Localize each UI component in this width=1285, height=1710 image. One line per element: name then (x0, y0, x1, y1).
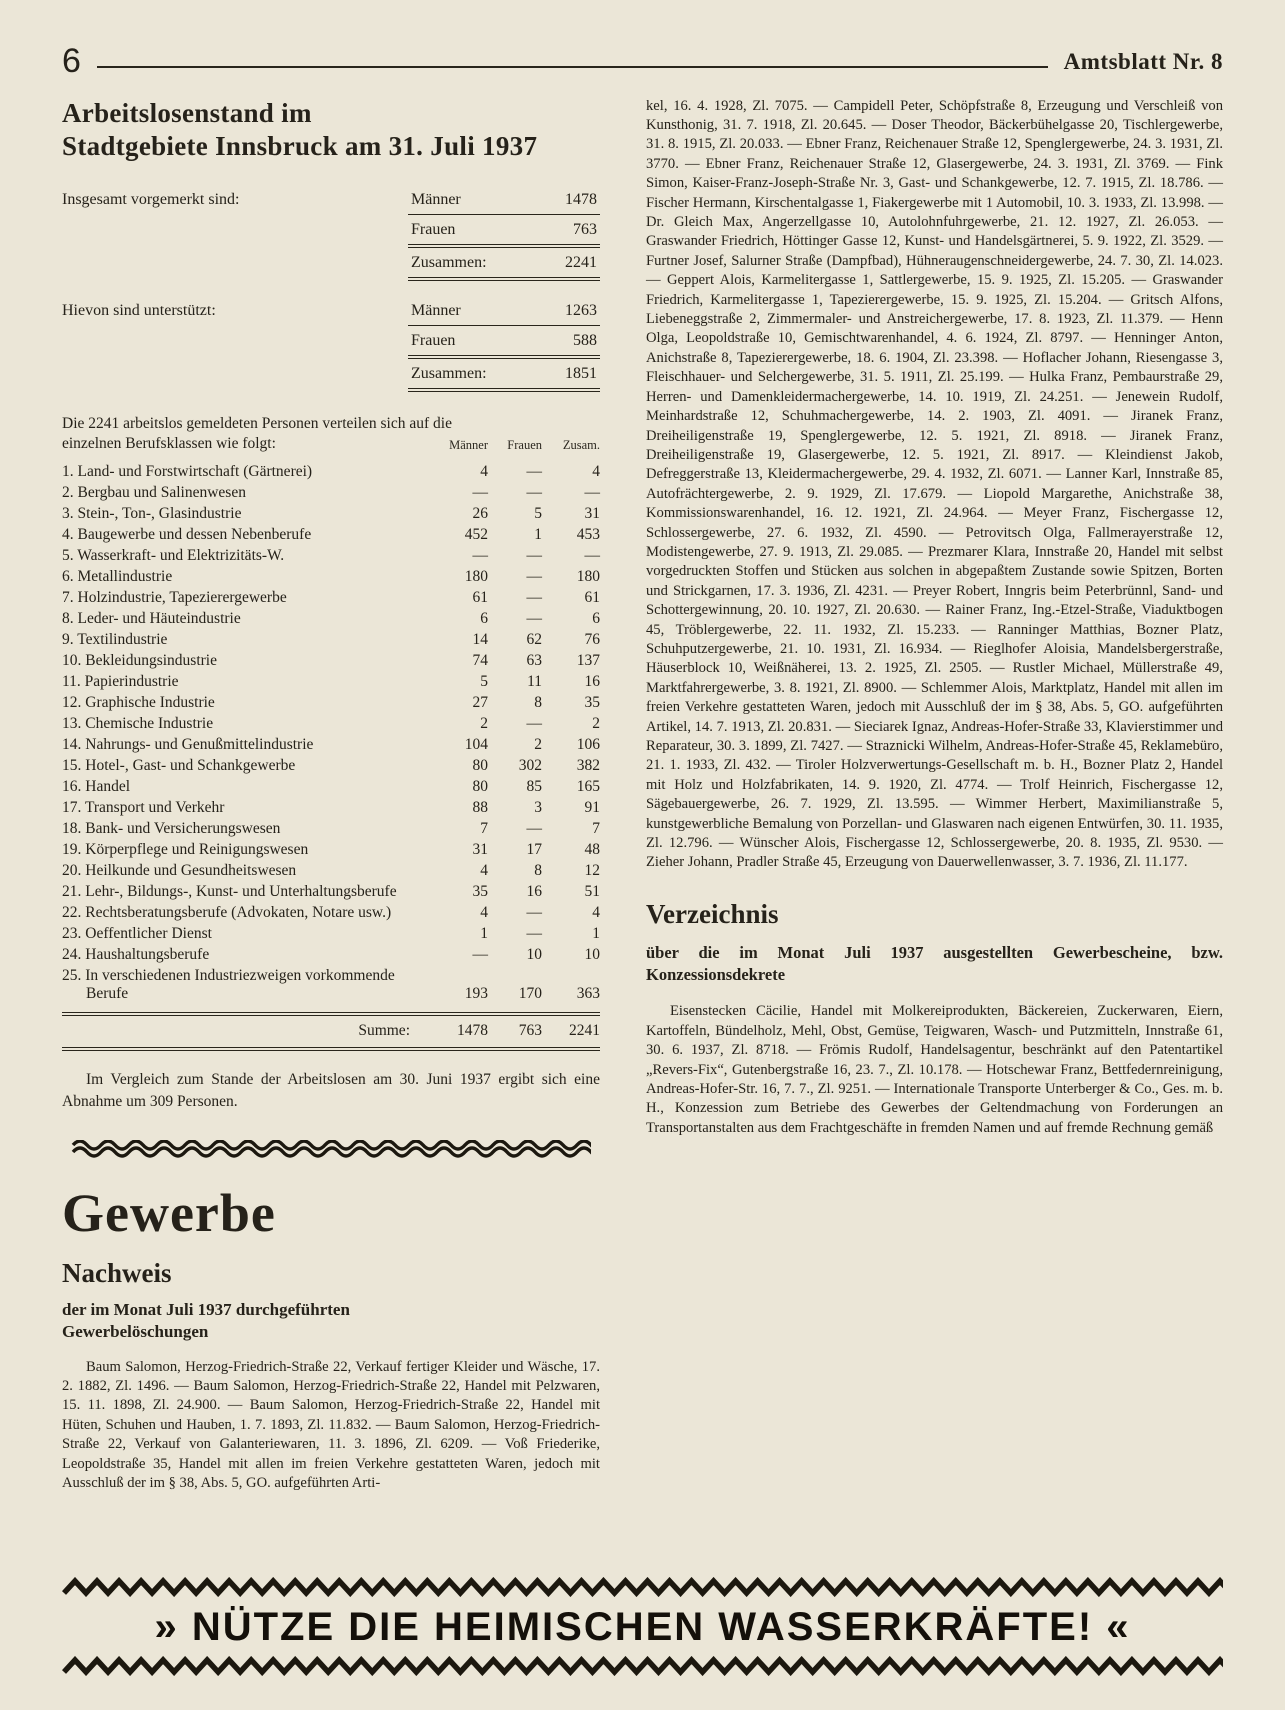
occupation-row (62, 797, 600, 818)
occupation-label: 16. Handel (62, 777, 131, 795)
women-count: 8 (534, 861, 542, 879)
gewerbe-subtitle: der im Monat Juli 1937 durchgeführten Gewerbelöschungen (62, 1300, 350, 1342)
verzeichnis-heading: Verzeichnis (646, 898, 779, 929)
summary-row-value: 1851 (565, 365, 597, 383)
men-count: 4 (480, 903, 488, 921)
men-count: 7 (480, 819, 488, 837)
occupation-row (62, 608, 600, 629)
occupation-label: 12. Graphische Industrie (62, 693, 215, 711)
women-count: — (526, 903, 542, 921)
occupation-label: 9. Textilindustrie (62, 630, 168, 648)
article-title (62, 97, 600, 165)
nachweis-heading: Nachweis (62, 1258, 172, 1289)
occupation-row (62, 461, 600, 482)
total-count: 10 (584, 945, 600, 963)
occupation-row (62, 860, 600, 881)
summary-block (62, 188, 600, 281)
men-count: 180 (464, 567, 488, 585)
occupation-row (62, 965, 600, 1004)
occupation-row (62, 503, 600, 524)
men-count: 2 (480, 714, 488, 732)
occupation-row (62, 587, 600, 608)
occupation-label: 24. Haushaltungsberufe (62, 945, 210, 963)
total-count: 91 (584, 798, 600, 816)
deletions-continuation-paragraph: kel, 16. 4. 1928, Zl. 7075. — Campidell Peter, Schöpfstraße 8, Erzeugung und Verschleiß von Kunsthonig, 31. 7. 1918, Zl. 20.645. — Doser Theodor, Bäckerbühelgasse 20, Tischlergewerbe, 31. 8. 1915, Zl. 20.033. — Ebner Franz, Reichenauer Straße 12, Spenglergewerbe, 24. 3. 1931, Zl. 3770. — Ebner Franz, Reichenauer Straße 12, Glasergewerbe, 24. 3. 1931, Zl. 3769. — Fink Simon, Kaiser-Franz-Joseph-Straße Nr. 3, Gast- und Schankgewerbe, 12. 7. 1915, Zl. 18.786. — Fischer Hermann, Kirschentalgasse 1, Fiakergewerbe mit 1 Automobil, 10. 3. 1933, Zl. 13.998. — Dr. Gleich Max, Angerzellgasse 10, Autolohnfuhrgewerbe, 21. 12. 1927, Zl. 26.053. — Graswander Friedrich, Höttinger Gasse 12, Kunst- und Handelsgärtnerei, 5. 9. 1922, Zl. 3529. — Furtner Josef, Salurner Straße (Dampfbad), Hühneraugenschneidergewerbe, 24. 7. 30, Zl. 14.023. — Geppert Alois, Karmelitergasse 1, Sattlergewerbe, 15. 9. 1925, Zl. 15.205. — Graswander Friedrich, Karmelitergasse 1, Tapezierergewerbe, 15. 9. 1925, Zl. 15.204. — Gritsch Alfons, Liebeneggstraße 2, Zimmermaler- und Anstreichergewerbe, 17. 8. 1923, Zl. 11.379. — Henn Olga, Leopoldstraße 10, Gemischtwarenhandel, 4. 6. 1924, Zl. 8797. — Henninger Anton, Anichstraße 8, Tapezierergewerbe, 18. 6. 1904, Zl. 23.398. — Hoflacher Johann, Riesengasse 3, Fleischhauer- und Selchergewerbe, 31. 5. 1911, Zl. 25.199. — Hulka Franz, Pembaurstraße 29, Herren- und Damenkleidermachergewerbe, 14. 10. 1919, Zl. 24.251. — Jenewein Rudolf, Meinhardstraße 12, Schuhmachergewerbe, 14. 2. 1903, Zl. 4091. — Jiranek Franz, Dreiheiligenstraße 19, Spenglergewerbe, 12. 5. 1921, Zl. 8918. — Jiranek Franz, Dreiheiligenstraße 19, Glasergewerbe, 12. 5. 1921, Zl. 8917. — Kleindienst Jakob, Defreggerstraße 13, Kleidermachergewerbe, 29. 4. 1932, Zl. 6071. — Lanner Karl, Innstraße 85, Autofrächtergewerbe, 2. 9. 1929, Zl. 17.679. — Liopold Margarethe, Anichstraße 38, Kommissionswarenhandel, 16. 12. 1921, Zl. 24.964. — Meyer Franz, Fischergasse 12, Schlossergewerbe, 27. 6. 1932, Zl. 4590. — Petrovitsch Olga, Fallmerayerstraße 12, Modistengewerbe, 27. 9. 1913, Zl. 29.085. — Prezmarer Klara, Innstraße 20, Handel mit selbst vorgedruckten Stoffen und Stücken aus solchen in abgepaßtem Zustande sowie Spitzen, Borten und Strickgarnen, 17. 3. 1936, Zl. 4231. — Preyer Robert, Inngris beim Peterbrünnl, Sand- und Schottergewinnung, 20. 10. 1927, Zl. 20.630. — Rainer Franz, Ing.-Etzel-Straße, Viaduktbogen 45, Tröblergewerbe, 22. 11. 1932, Zl. 15.233. — Ranninger Matthias, Bozner Platz, Schuhputzergewerbe, 21. 10. 1931, Zl. 16.934. — Rieglhofer Aloisia, Mandelsbergerstraße, Häuserblock 10, Weißnäherei, 13. 2. 1925, Zl. 2505. — Rustler Michael, Müllerstraße 49, Marktfahrergewerbe, 3. 8. 1921, Zl. 8900. — Schlemmer Alois, Marktplatz, Handel mit allen im freien Verkehre gestatteten Waren, jedoch mit Ausschluß der im § 38, Abs. 5, GO. aufgeführten Artikel, 14. 7. 1913, Zl. 20.831. — Sieciarek Ignaz, Andreas-Hofer-Straße 33, Klavierstimmer und Reparateur, 30. 3. 1899, Zl. 7427. — Straznicki Wilhelm, Andreas-Hofer-Straße 45, Reklamebüro, 21. 1. 1933, Zl. 432. — Tiroler Holzverwertungs-Gesellschaft m. b. H., Bozner Platz 2, Handel mit Holz und Holzfabrikaten, 14. 9. 1920, Zl. 4774. — Trolf Heinrich, Fischergasse 12, Sägebauergewerbe, 26. 7. 1929, Zl. 13.595. — Wimmer Herbert, Maximilianstraße 5, kunstgewerbliche Bemalung von Porzellan- und Glaswaren nach eigenen Entwürfen, 30. 11. 1935, Zl. 12.796. — Wünscher Alois, Fischergasse 12, Schlossergewerbe, 20. 8. 1935, Zl. 9530. — Zieher Johann, Pradler Straße 45, Erzeugung von Dauerwellenwasser, 3. 7. 1936, Zl. 11.177. (646, 97, 1223, 871)
summary-rows (408, 188, 600, 281)
occupation-label: 25. In verschiedenen Industriezweigen vorkommende Berufe (62, 966, 395, 1002)
women-count: — (526, 567, 542, 585)
verzeichnis-subtitle: über die im Monat Juli 1937 ausgestellten Gewerbescheine, bzw. Konzessionsdekrete (646, 942, 1223, 985)
men-count: 88 (472, 798, 488, 816)
total-count: 31 (584, 504, 600, 522)
summary-row-name: Frauen (411, 332, 456, 350)
total-count: 51 (584, 882, 600, 900)
total-count: 16 (584, 672, 600, 690)
women-count: — (526, 462, 542, 480)
total-count: 48 (584, 840, 600, 858)
occupation-label: 8. Leder- und Häuteindustrie (62, 609, 241, 627)
occupation-label: 15. Hotel-, Gast- und Schankgewerbe (62, 756, 296, 774)
men-count: 452 (464, 525, 488, 543)
column-layout (62, 97, 1223, 1494)
hydropower-banner (62, 1547, 1223, 1676)
total-count: 7 (592, 819, 600, 837)
total-count: 4 (592, 903, 600, 921)
men-count: 80 (472, 777, 488, 795)
women-count: 11 (527, 672, 542, 690)
occupation-label: 14. Nahrungs- und Genußmittelindustrie (62, 735, 314, 753)
total-count: 363 (576, 984, 600, 1002)
occupation-label: 13. Chemische Industrie (62, 714, 214, 732)
occupation-label: 17. Transport und Verkehr (62, 798, 225, 816)
occupation-row (62, 713, 600, 734)
sum-row (62, 1012, 600, 1051)
summary-row-value: 1263 (565, 302, 597, 320)
total-count: 382 (576, 756, 600, 774)
summary-row-value: 1478 (565, 191, 597, 209)
header-rule (97, 66, 1048, 68)
total-count: — (584, 546, 600, 564)
occupation-row (62, 482, 600, 503)
men-count: 35 (472, 882, 488, 900)
women-count: 17 (526, 840, 542, 858)
occupation-table (62, 461, 600, 1051)
zigzag-rule-top (62, 1577, 1223, 1597)
col-header-men: Männer (449, 438, 488, 453)
total-count: 453 (576, 525, 600, 543)
total-count: 61 (584, 588, 600, 606)
women-count: 302 (518, 756, 542, 774)
occupation-label: 21. Lehr-, Bildungs-, Kunst- und Unterhaltungsberufe (62, 882, 397, 900)
article-title-line2: Stadtgebiete Innsbruck am 31. Juli 1937 (62, 131, 538, 162)
occupation-label: 5. Wasserkraft- und Elektrizitäts-W. (62, 546, 285, 564)
occupation-label: 4. Baugewerbe und dessen Nebenberufe (62, 525, 312, 543)
occupation-row (62, 923, 600, 944)
occupation-row (62, 734, 600, 755)
table-intro-line2: einzelnen Berufsklassen wie folgt: (62, 435, 276, 453)
men-count: — (472, 546, 488, 564)
total-count: 2 (592, 714, 600, 732)
total-count: 1 (592, 924, 600, 942)
total-count: 76 (584, 630, 600, 648)
women-count: 3 (534, 798, 542, 816)
occupation-label: 11. Papierindustrie (62, 672, 179, 690)
occupation-row (62, 881, 600, 902)
summary-row (408, 188, 600, 215)
men-count: 4 (480, 462, 488, 480)
occupation-label: 1. Land- und Forstwirtschaft (Gärtnerei) (62, 462, 313, 480)
page-number: 6 (62, 42, 81, 80)
total-count: 35 (584, 693, 600, 711)
men-count: 74 (472, 651, 488, 669)
summary-row-value: 763 (573, 221, 597, 239)
occupation-label: 18. Bank- und Versicherungswesen (62, 819, 281, 837)
summary-block-label: Hievon sind unterstützt: (62, 302, 216, 320)
total-count: 12 (584, 861, 600, 879)
occupation-label: 10. Bekleidungsindustrie (62, 651, 217, 669)
total-count: 137 (576, 651, 600, 669)
occupation-row (62, 944, 600, 965)
women-count: — (526, 924, 542, 942)
comparison-note: Im Vergleich zum Stande der Arbeitslosen am 30. Juni 1937 ergibt sich eine Abnahme um 309 Personen. (62, 1071, 600, 1110)
zigzag-rule-bottom (62, 1656, 1223, 1676)
men-count: 27 (472, 693, 488, 711)
summary-section (62, 188, 600, 392)
summary-row-value: 588 (573, 332, 597, 350)
women-count: — (526, 546, 542, 564)
summary-row-name: Männer (411, 302, 461, 320)
occupation-row (62, 650, 600, 671)
women-count: — (526, 819, 542, 837)
occupation-label: 22. Rechtsberatungsberufe (Advokaten, Notare usw.) (62, 903, 392, 921)
men-count: 1 (480, 924, 488, 942)
masthead-title: Amtsblatt Nr. 8 (1063, 48, 1223, 74)
occupation-row (62, 776, 600, 797)
women-count: 63 (526, 651, 542, 669)
left-column (62, 97, 600, 1494)
table-intro-line1: Die 2241 arbeitslos gemeldeten Personen verteilen sich auf die (62, 415, 452, 433)
women-count: 10 (526, 945, 542, 963)
men-count: 104 (464, 735, 488, 753)
women-count: 8 (534, 693, 542, 711)
occupation-label: 3. Stein-, Ton-, Glasindustrie (62, 504, 242, 522)
occupation-label: 20. Heilkunde und Gesundheitswesen (62, 861, 297, 879)
sum-label: Summe: (358, 1022, 410, 1040)
section-divider-ornament (71, 1140, 591, 1160)
occupation-row (62, 566, 600, 587)
sum-women: 763 (518, 1022, 542, 1040)
occupation-row (62, 671, 600, 692)
men-count: 26 (472, 504, 488, 522)
page-header (62, 42, 1223, 80)
men-count: 4 (480, 861, 488, 879)
total-count: 4 (592, 462, 600, 480)
occupation-row (62, 755, 600, 776)
summary-row-value: 2241 (565, 254, 597, 272)
men-count: 5 (480, 672, 488, 690)
occupation-row (62, 902, 600, 923)
total-count: 6 (592, 609, 600, 627)
women-count: 2 (534, 735, 542, 753)
total-count: 106 (576, 735, 600, 753)
summary-block (62, 299, 600, 392)
occupation-row (62, 839, 600, 860)
women-count: 16 (526, 882, 542, 900)
table-intro-line2-row (62, 435, 600, 453)
sum-men: 1478 (457, 1022, 488, 1040)
women-count: 1 (534, 525, 542, 543)
total-count: — (584, 483, 600, 501)
summary-row (408, 299, 600, 326)
summary-row-name: Zusammen: (411, 254, 487, 272)
women-count: 85 (526, 777, 542, 795)
summary-row (408, 251, 600, 281)
col-header-total: Zusam. (562, 438, 600, 453)
men-count: 6 (480, 609, 488, 627)
summary-block-label: Insgesamt vorgemerkt sind: (62, 191, 240, 209)
summary-rows (408, 299, 600, 392)
occupation-row (62, 524, 600, 545)
women-count: — (526, 588, 542, 606)
occupation-label: 23. Oeffentlicher Dienst (62, 924, 212, 942)
women-count: 5 (534, 504, 542, 522)
gewerbe-heading: Gewerbe (62, 1183, 276, 1244)
gewerbe-deletions-paragraph: Baum Salomon, Herzog-Friedrich-Straße 22, Verkauf fertiger Kleider und Wäsche, 17. 2. 1882, Zl. 1496. — Baum Salomon, Herzog-Friedrich-Straße 22, Handel mit Pelzwaren, 15. 11. 1898, Zl. 24.900. — Baum Salomon, Herzog-Friedrich-Straße 22, Handel mit Hüten, Schuhen und Hauben, 1. 7. 1893, Zl. 11.832. — Baum Salomon, Herzog-Friedrich-Straße 22, Verkauf von Galanteriewaren, 11. 3. 1896, Zl. 6209. — Voß Friederike, Leopoldstraße 35, Handel mit allen im freien Verkehre gestatteten Waren, jedoch mit Ausschluß der im § 38, Abs. 5, GO. aufgeführten Arti- (62, 1358, 600, 1492)
occupation-label: 6. Metallindustrie (62, 567, 173, 585)
verzeichnis-paragraph: Eisenstecken Cäcilie, Handel mit Molkereiprodukten, Bäckereien, Zuckerwaren, Eiern, Kartoffeln, Bündelholz, Mehl, Obst, Gemüse, Teigwaren, Wasch- und Putzmitteln, Innstraße 61, 30. 6. 1937, Zl. 8718. — Frömis Rudolf, Handelsagentur, beschränkt auf den Patentartikel „Revers-Fix“, Gutenbergstraße 16, 23. 7., Zl. 10.178. — Hotschewar Franz, Bettfedernreinigung, Andreas-Hofer-Str. 16, 7. 7., Zl. 9251. — Internationale Transporte Unterberger & Co., Ges. m. b. H., Konzession zum Betriebe des Gewerbes der Geltendmachung von Forderungen an Transportanstalten aus dem Frachtgeschäfte in fremden Namen und auf fremde Rechnung gemäß (646, 1003, 1223, 1136)
summary-row-name: Zusammen: (411, 365, 487, 383)
summary-row-name: Männer (411, 191, 461, 209)
women-count: — (526, 609, 542, 627)
women-count: — (526, 714, 542, 732)
occupation-label: 19. Körperpflege und Reinigungswesen (62, 840, 309, 858)
men-count: 80 (472, 756, 488, 774)
occupation-label: 2. Bergbau und Salinenwesen (62, 483, 246, 501)
summary-row (408, 329, 600, 359)
summary-row-name: Frauen (411, 221, 456, 239)
right-column (646, 97, 1223, 1494)
women-count: 170 (518, 984, 542, 1002)
total-count: 165 (576, 777, 600, 795)
women-count: 62 (526, 630, 542, 648)
sum-total: 2241 (569, 1022, 600, 1040)
men-count: 193 (464, 984, 488, 1002)
women-count: — (526, 483, 542, 501)
occupation-row (62, 629, 600, 650)
occupation-label: 7. Holzindustrie, Tapezierergewerbe (62, 588, 287, 606)
occupation-table-rows (62, 461, 600, 1004)
men-count: — (472, 483, 488, 501)
men-count: — (472, 945, 488, 963)
total-count: 180 (576, 567, 600, 585)
summary-row (408, 362, 600, 392)
occupation-row (62, 692, 600, 713)
summary-row (408, 218, 600, 248)
men-count: 31 (472, 840, 488, 858)
men-count: 61 (472, 588, 488, 606)
banner-slogan: » NÜTZE DIE HEIMISCHEN WASSERKRÄFTE! « (154, 1605, 1131, 1649)
occupation-row (62, 545, 600, 566)
occupation-row (62, 818, 600, 839)
col-header-women: Frauen (507, 438, 542, 453)
article-title-line1: Arbeitslosenstand im (62, 97, 312, 128)
men-count: 14 (472, 630, 488, 648)
